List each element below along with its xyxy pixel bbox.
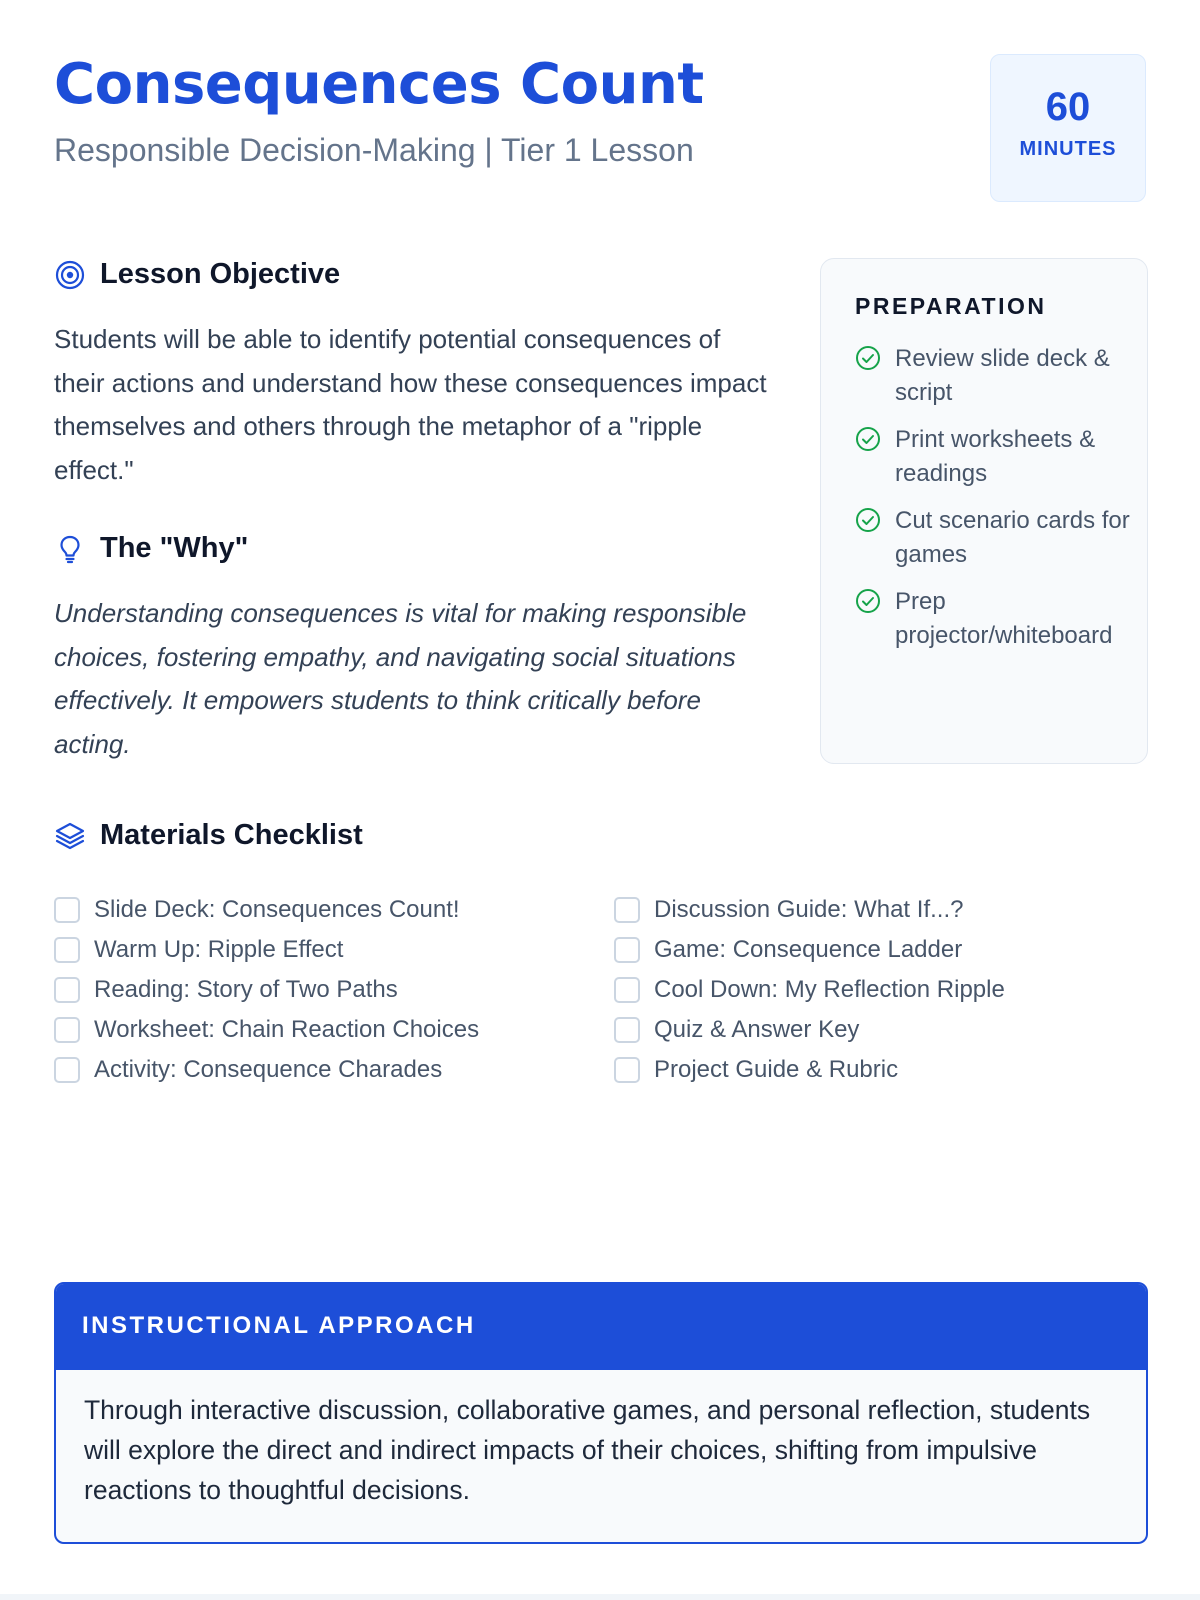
instructional-approach-card (54, 1282, 1148, 1544)
materials-column-left (54, 890, 479, 1090)
preparation-item (855, 585, 1147, 653)
checkbox[interactable] (614, 1057, 640, 1083)
checkbox[interactable] (54, 937, 80, 963)
why-heading (54, 532, 248, 565)
checklist-item-label: Activity: Consequence Charades (94, 1056, 443, 1083)
check-circle-icon (855, 507, 881, 533)
preparation-list (855, 342, 1147, 653)
objective-heading (54, 258, 340, 291)
check-circle-icon (855, 345, 881, 371)
checklist-item-label: Slide Deck: Consequences Count! (94, 896, 460, 923)
check-circle-icon (855, 588, 881, 614)
checklist-item[interactable] (54, 930, 479, 970)
checklist-item-label: Discussion Guide: What If...? (654, 896, 964, 923)
checklist-item[interactable] (54, 1050, 479, 1090)
checkbox[interactable] (614, 937, 640, 963)
lightbulb-icon (54, 533, 86, 565)
objective-heading-label: Lesson Objective (100, 258, 341, 290)
checklist-item[interactable] (614, 1010, 1005, 1050)
checklist-item-label: Worksheet: Chain Reaction Choices (94, 1016, 480, 1043)
check-circle-icon (855, 426, 881, 452)
target-icon (54, 259, 86, 291)
preparation-item-label: Print worksheets & readings (895, 426, 1096, 487)
instructional-approach-title: INSTRUCTIONAL APPROACH (56, 1284, 1146, 1370)
checklist-item[interactable] (614, 930, 1005, 970)
preparation-item (855, 423, 1147, 491)
preparation-item (855, 342, 1147, 410)
instructional-approach-text: Through interactive discussion, collaborative games, and personal reflection, students will explore the direct and indirect impacts of their choices, shifting from impulsive reactions to thoughtful decisions. (84, 1395, 1091, 1505)
checklist-item-label: Warm Up: Ripple Effect (94, 936, 344, 963)
checklist-item[interactable] (614, 970, 1005, 1010)
checklist-item[interactable] (614, 1050, 1005, 1090)
checklist-item-label: Cool Down: My Reflection Ripple (654, 976, 1005, 1003)
duration-label: MINUTES (1019, 138, 1117, 160)
checkbox[interactable] (54, 977, 80, 1003)
preparation-title: PREPARATION (855, 293, 1047, 319)
objective-text: Students will be able to identify potential consequences of their actions and understand how these consequences impact themselves and others through the metaphor of a "ripple effect." (54, 324, 767, 485)
why-text: Understanding consequences is vital for making responsible choices, fostering empathy, and navigating social situations effectively. It empowers students to think critically before acting. (54, 598, 747, 759)
why-heading-label: The "Why" (100, 532, 249, 564)
layers-icon (54, 820, 86, 852)
duration-value: 60 (1045, 85, 1091, 129)
checklist-item[interactable] (54, 1010, 479, 1050)
checklist-item-label: Quiz & Answer Key (654, 1016, 860, 1043)
checkbox[interactable] (614, 897, 640, 923)
materials-column-right (614, 890, 1005, 1090)
materials-heading-label: Materials Checklist (100, 819, 363, 851)
page-title: Consequences Count (54, 52, 704, 117)
preparation-card (820, 258, 1148, 764)
preparation-item-label: Prep projector/whiteboard (895, 588, 1113, 649)
checklist-item-label: Reading: Story of Two Paths (94, 976, 398, 1003)
checklist-item-label: Project Guide & Rubric (654, 1056, 899, 1083)
preparation-item (855, 504, 1147, 572)
preparation-item-label: Cut scenario cards for games (895, 507, 1130, 568)
checkbox[interactable] (54, 1017, 80, 1043)
page-bottom-divider (0, 1594, 1200, 1600)
checklist-item[interactable] (614, 890, 1005, 930)
checklist-item-label: Game: Consequence Ladder (654, 936, 963, 963)
checkbox[interactable] (54, 1057, 80, 1083)
duration-badge (990, 54, 1146, 202)
page-subtitle: Responsible Decision-Making | Tier 1 Lesson (54, 132, 694, 168)
checkbox[interactable] (614, 1017, 640, 1043)
materials-heading (54, 819, 363, 852)
checklist-item[interactable] (54, 890, 479, 930)
preparation-item-label: Review slide deck & script (895, 345, 1110, 406)
checkbox[interactable] (614, 977, 640, 1003)
checkbox[interactable] (54, 897, 80, 923)
checklist-item[interactable] (54, 970, 479, 1010)
